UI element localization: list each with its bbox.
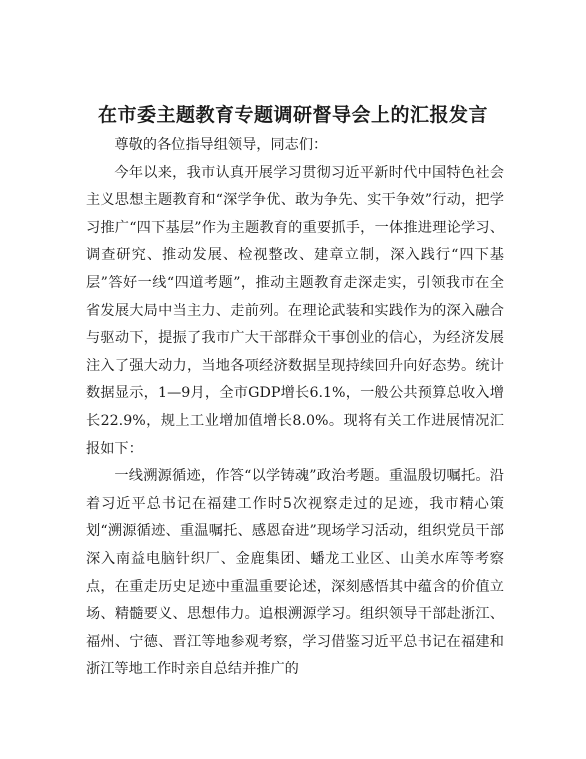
paragraph-section-one: 一线溯源循迹，作答“以学铸魂”政治考题。重温殷切嘱托。沿着习近平总书记在福建工作时5次视察走过的足迹，我市精心策划“溯源循迹、重温嘱托、感恩奋进”现场学习活动，组织党员干部深入南益电脑针织厂、金鹿集团、蟠龙工业区、山美水库等考察点，在重走历史足迹中重温重要论述，深刻感悟其中蕴含的价值立场、精髓要义、思想伟力。追根溯源学习。组织领导干部赴浙江、福州、宁德、晋江等地参观考察，学习借鉴习近平总书记在福建和浙江等地工作时亲自总结并推广的 [86, 468, 504, 678]
salutation: 尊敬的各位指导组领导，同志们： [114, 137, 328, 153]
document-title: 在市委主题教育专题调研督导会上的汇报发言 [97, 104, 488, 126]
paragraph-intro: 今年以来，我市认真开展学习贯彻习近平新时代中国特色社会主义思想主题教育和“深学争优、敢为争先、实干争效”行动，把学习推广“四下基层”作为主题教育的重要抓手，一体推进理论学习、调查研究、推动发展、检视整改、建章立制，深入践行“四下基层”答好一线“四道考题”，推动主题教育走深走实，引领我市在全省发展大局中当主力、走前列。在理论武装和实践作为的深入融合与驱动下，提振了我市广大干部群众干事创业的信心，为经济发展注入了强大动力，当地各项经济数据呈现持续回升向好态势。统计数据显示，1—9月，全市GDP增长6.1%，一般公共预算总收入增长22.9%，规上工业增加值增长8.0%。现将有关工作进展情况汇报如下： [86, 164, 504, 457]
document-body [86, 132, 504, 684]
